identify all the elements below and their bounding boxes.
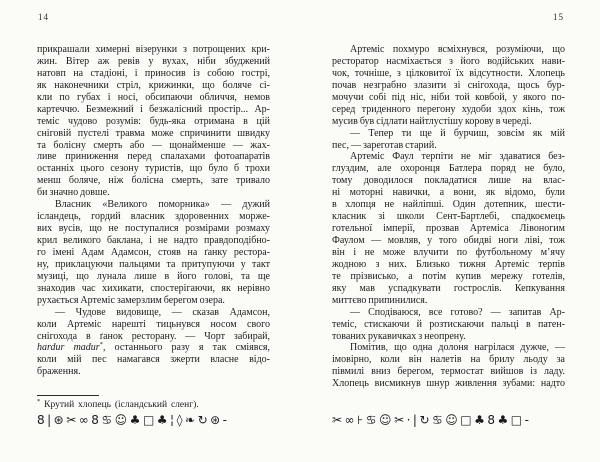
text-line: Хлопець висмикнув шнур живлення зубами: надто (332, 378, 565, 390)
text-line: Фаулом — мовляв, у того обидві ноги ліві, тож (332, 235, 565, 246)
text-line: тованих рукавичках з неопрену. (332, 330, 466, 342)
text-line: Помітив, що одна долоня нагрілася дужче, — (350, 342, 565, 354)
gnommish-script-row-left: 8|⊛✂∞8♋☺♣□♣¦◊❧↻⊛- (37, 413, 230, 427)
text-line: картеччю. Безмежний і безжалісний простір... Ар- (37, 103, 270, 115)
text-line: снігохода в ґанок ресторану. — Чорт забирай, (37, 330, 270, 342)
text-line: те прізвисько, а потім купив мережу готелів, (332, 270, 565, 282)
text-line: прикрашали химерні візерунки з потрощених кри- (37, 44, 270, 55)
text-line: би значно довше. (37, 187, 110, 199)
text-line: останніх цього сезону туристів, що було б трохи (37, 163, 270, 175)
text-line: — Тепер ти ще й бурчиш, зовсім як мій (350, 127, 565, 139)
text-line: півмилі вниз берегом, термостат вийшов із ладу. (332, 366, 565, 378)
text-line: сніговій пустелі травма може спричинити швидку (37, 127, 270, 139)
text-line: коли мій пес намагався зжерти власне відо- (37, 354, 270, 366)
page-number-left: 14 (38, 12, 49, 22)
text-line: ресторатор насміхається з його водійських нави- (332, 55, 565, 67)
text-line: крил великого баклана, і не надто правдоподібно- (37, 235, 270, 246)
text-line: миттєво припинилися. (332, 294, 428, 306)
footnote-body: Крутий хлопець (ісландський сленг). (44, 400, 199, 410)
footnote-text (37, 399, 270, 411)
footnote-marker: * (37, 398, 41, 405)
text-line: браження. (37, 366, 81, 378)
text-line: в хлопця не найліпші. Один дотепник, шести- (332, 199, 565, 211)
text-line: Власник «Великого поморника» — дужий (55, 199, 270, 211)
text-line: готельної імперії, прозвав Артеміса Лівоногим (332, 223, 565, 235)
text-line: знаходив час хихикати, спостерігаючи, як нерівно (37, 282, 270, 294)
page-number-right: 15 (553, 12, 564, 22)
page-left (37, 0, 270, 462)
text-line: глуздим, але охоронця Батлера поряд не було, (332, 163, 565, 175)
text-line: менш боляче, ніж болісна смерть, зате тривало (37, 175, 270, 187)
text-line: коли Артеміс нарешті тицьнувся носом свого (37, 318, 270, 330)
text-line: тому доводилося покладатися лише на влас- (332, 175, 565, 187)
text-line: жодною з них. Близько тижня Артеміс терпів (332, 258, 565, 270)
text-line: як наконечники стріл, крижинки, що боляче сі- (37, 79, 270, 91)
text-line: він і не може влучити по футбольному м’ячу (332, 246, 565, 258)
text-line: Артеміс похмуро всміхнувся, розуміючи, що (350, 44, 565, 55)
text-line: рухається Артеміс замерзлим берегом озера. (37, 294, 225, 306)
text-line: пес, — зареготав старий. (332, 139, 437, 151)
footnote (37, 395, 270, 411)
text-line: мочучи собі під ніс, ніби той ковбой, у якого по- (332, 91, 565, 103)
gnommish-script-row-right: ✂∞⊦♋☺✂·|↻♋☺□♣8♣□- (332, 413, 532, 427)
text-line: мусив був сідлати найтлустішу корову в череді. (332, 115, 532, 127)
text-line: теміс, стискаючи й розтискаючи пальці в патен- (332, 318, 565, 330)
text-line: Артеміс Фаул терпіти не міг здаватися без- (350, 151, 565, 163)
text-line: натовп на стадіоні, і приносив із собою гострі, (37, 67, 270, 79)
text-line: ісландець, гордий власник здоровенних морже- (37, 211, 270, 223)
page-right (332, 0, 565, 462)
text-line: — Сподіваюся, все готово? — запитав Ар- (350, 306, 565, 318)
text-line: та болісну смерть або — щонайменше — жах- (37, 139, 270, 151)
text-block-right (332, 44, 565, 390)
text-block-left (37, 44, 270, 378)
text-line: — Чудове видовище, — сказав Адамсон, (55, 306, 270, 318)
text-line: кли по губах і носі, обсипаючи обличчя, немов (37, 91, 270, 103)
text-line: ливе приниження перед спалахами фотоапаратів (37, 151, 270, 163)
text-line: ні моторні навички, а вони, як відомо, були (332, 187, 565, 199)
text-line: імовірно, коли він налетів на брилу льоду за (332, 354, 565, 366)
footnote-rule (37, 395, 99, 396)
text-line: яку мав успадкувати гострослів. Кепкування (332, 282, 565, 294)
text-line: hardur madur*, останнього разу я так сміявся, (37, 342, 270, 354)
text-line: го імені Адам Адамсон, стояв на ґанку рестора- (37, 246, 270, 258)
text-line: вих вусів, що не поступалися розмірами розмаху (37, 223, 270, 235)
text-line: класник зі школи Сент-Бартлебі, спадкоємець (332, 211, 565, 223)
text-line: чок, точніше, з цілковитої їх відсутности. Хлопець (332, 67, 565, 79)
text-line: жин. Вітер аж ревів у вухах, ніби збуджений (37, 55, 270, 67)
text-line: серед триденного перегону худоби здох кінь, тож (332, 103, 565, 115)
text-line: ну, приклацуючи пальцями та притупуючи у такт (37, 258, 270, 270)
text-line: теміс чудово розумів: будь-яка отримана в цій (37, 115, 270, 127)
text-line: почав незграбно злазити зі снігохода, щось бур- (332, 79, 565, 91)
text-line: музиці, що лунала лише в його голові, та ще (37, 270, 270, 282)
